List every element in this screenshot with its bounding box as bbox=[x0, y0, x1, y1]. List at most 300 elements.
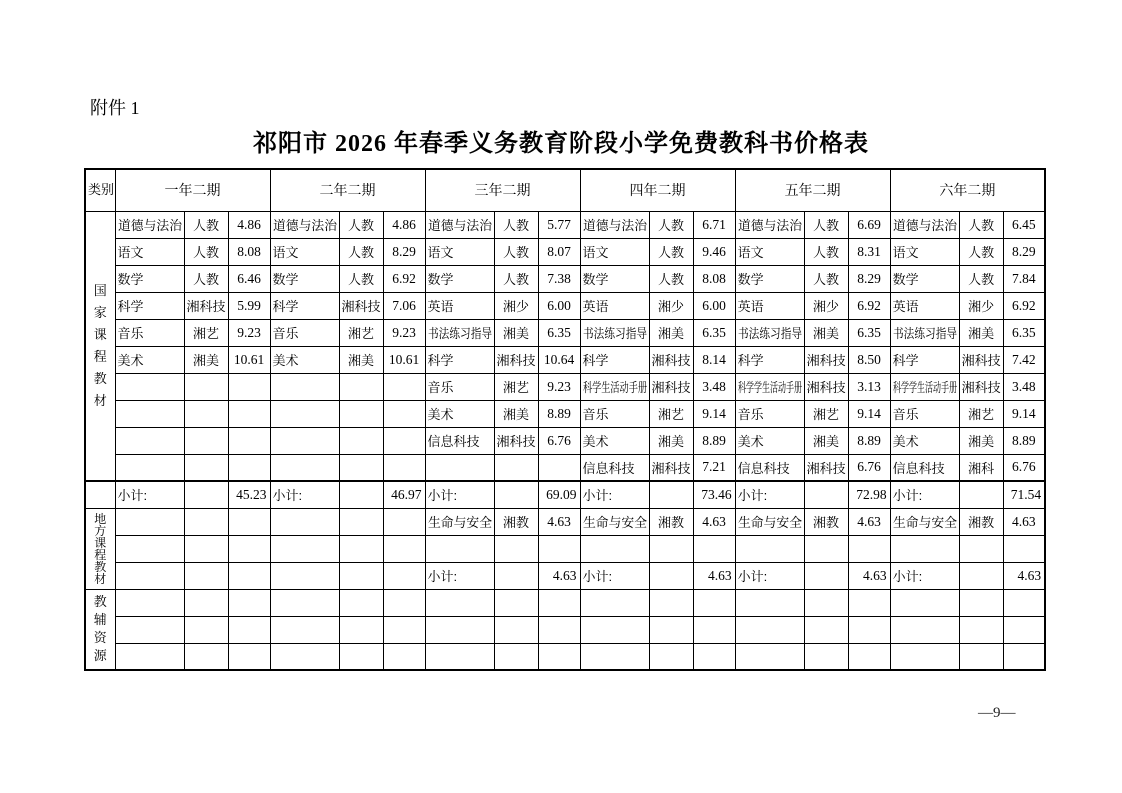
subject-cell-g4: 道德与法治 bbox=[580, 211, 649, 238]
category-label-aux: 教 辅 资 源 bbox=[85, 589, 115, 670]
subject-cell-g1 bbox=[115, 373, 184, 400]
publisher-cell-g5: 湘艺 bbox=[804, 400, 848, 427]
subject-cell-g5: 语文 bbox=[735, 238, 804, 265]
subject-cell-g6: 科学学生活动手册 bbox=[890, 373, 959, 400]
subject-cell-g1 bbox=[115, 616, 184, 643]
subject-cell-g6: 英语 bbox=[890, 292, 959, 319]
subject-cell-g1: 语文 bbox=[115, 238, 184, 265]
publisher-cell-g6: 湘教 bbox=[959, 508, 1003, 535]
publisher-cell-g1 bbox=[184, 427, 228, 454]
publisher-cell-g3: 湘美 bbox=[494, 319, 538, 346]
price-cell-g6 bbox=[1003, 643, 1045, 670]
publisher-cell-g2 bbox=[339, 643, 383, 670]
publisher-cell-g1 bbox=[184, 508, 228, 535]
price-cell-g3: 8.07 bbox=[538, 238, 580, 265]
price-cell-g3: 9.23 bbox=[538, 373, 580, 400]
subject-cell-g3: 音乐 bbox=[425, 373, 494, 400]
publisher-cell-g5: 人教 bbox=[804, 211, 848, 238]
subject-cell-g1 bbox=[115, 508, 184, 535]
price-cell-g4 bbox=[693, 535, 735, 562]
table-row-national-5 bbox=[85, 319, 1045, 346]
price-cell-g2 bbox=[383, 535, 425, 562]
price-cell-g4: 3.48 bbox=[693, 373, 735, 400]
publisher-cell-g6 bbox=[959, 562, 1003, 589]
publisher-cell-g4: 湘少 bbox=[649, 292, 693, 319]
subject-cell-g2: 美术 bbox=[270, 346, 339, 373]
publisher-cell-g1 bbox=[184, 373, 228, 400]
price-cell-g4: 9.14 bbox=[693, 400, 735, 427]
publisher-cell-g1 bbox=[184, 589, 228, 616]
price-cell-g4: 8.89 bbox=[693, 427, 735, 454]
subject-cell-g3: 数学 bbox=[425, 265, 494, 292]
price-cell-g4: 6.71 bbox=[693, 211, 735, 238]
subject-cell-g1: 道德与法治 bbox=[115, 211, 184, 238]
subject-cell-g3 bbox=[425, 589, 494, 616]
table-row-national-8 bbox=[85, 400, 1045, 427]
subject-cell-g3: 生命与安全 bbox=[425, 508, 494, 535]
publisher-cell-g1: 人教 bbox=[184, 238, 228, 265]
subject-cell-g2 bbox=[270, 562, 339, 589]
publisher-cell-g5: 人教 bbox=[804, 265, 848, 292]
table-row-national-3 bbox=[85, 265, 1045, 292]
table-row-national-10 bbox=[85, 454, 1045, 481]
price-cell-g1 bbox=[228, 535, 270, 562]
publisher-cell-g6 bbox=[959, 616, 1003, 643]
subject-cell-g3: 信息科技 bbox=[425, 427, 494, 454]
publisher-cell-g3 bbox=[494, 643, 538, 670]
price-cell-g3 bbox=[538, 643, 580, 670]
price-cell-g4 bbox=[693, 643, 735, 670]
grade-header-1: 一年二期 bbox=[115, 169, 270, 211]
price-cell-g3 bbox=[538, 616, 580, 643]
price-cell-g2 bbox=[383, 643, 425, 670]
publisher-cell-g3: 湘艺 bbox=[494, 373, 538, 400]
subject-cell-g3 bbox=[425, 643, 494, 670]
price-cell-g2: 4.86 bbox=[383, 211, 425, 238]
publisher-cell-g6: 湘艺 bbox=[959, 400, 1003, 427]
table-row-national-1 bbox=[85, 211, 1045, 238]
subject-cell-g1 bbox=[115, 427, 184, 454]
subject-cell-g4: 美术 bbox=[580, 427, 649, 454]
price-cell-g4 bbox=[693, 616, 735, 643]
subject-cell-g1: 数学 bbox=[115, 265, 184, 292]
publisher-cell-g6: 湘美 bbox=[959, 427, 1003, 454]
publisher-cell-g5: 湘美 bbox=[804, 319, 848, 346]
price-cell-g1 bbox=[228, 616, 270, 643]
table-row-national-9 bbox=[85, 427, 1045, 454]
subject-cell-g4: 小计: bbox=[580, 562, 649, 589]
publisher-cell-g3 bbox=[494, 589, 538, 616]
publisher-cell-g6 bbox=[959, 535, 1003, 562]
price-cell-g5: 8.29 bbox=[848, 265, 890, 292]
price-cell-g2: 6.92 bbox=[383, 265, 425, 292]
publisher-cell-g2 bbox=[339, 508, 383, 535]
subject-cell-g5: 生命与安全 bbox=[735, 508, 804, 535]
price-cell-g5: 6.76 bbox=[848, 454, 890, 481]
publisher-cell-g3 bbox=[494, 616, 538, 643]
publisher-cell-g4: 湘教 bbox=[649, 508, 693, 535]
publisher-cell-g3: 湘科技 bbox=[494, 427, 538, 454]
publisher-cell-g6 bbox=[959, 589, 1003, 616]
subject-cell-g4: 信息科技 bbox=[580, 454, 649, 481]
price-cell-g5: 4.63 bbox=[848, 508, 890, 535]
subject-cell-g6: 音乐 bbox=[890, 400, 959, 427]
category-column-header: 类别 bbox=[85, 169, 115, 211]
subject-cell-g2 bbox=[270, 454, 339, 481]
price-cell-g5: 6.69 bbox=[848, 211, 890, 238]
subject-cell-g4: 数学 bbox=[580, 265, 649, 292]
subject-cell-g5: 道德与法治 bbox=[735, 211, 804, 238]
subject-cell-g6: 信息科技 bbox=[890, 454, 959, 481]
price-cell-g5 bbox=[848, 616, 890, 643]
price-cell-g5: 8.89 bbox=[848, 427, 890, 454]
subject-cell-g4: 科学生活动手册 bbox=[580, 373, 649, 400]
publisher-cell-g1 bbox=[184, 535, 228, 562]
price-cell-g5 bbox=[848, 589, 890, 616]
price-cell-g1: 9.23 bbox=[228, 319, 270, 346]
price-cell-g6: 6.35 bbox=[1003, 319, 1045, 346]
publisher-cell-g3 bbox=[494, 481, 538, 508]
publisher-cell-g3: 湘少 bbox=[494, 292, 538, 319]
price-cell-g6: 6.92 bbox=[1003, 292, 1045, 319]
price-cell-g3: 7.38 bbox=[538, 265, 580, 292]
publisher-cell-g2: 湘美 bbox=[339, 346, 383, 373]
subject-cell-g4 bbox=[580, 535, 649, 562]
category-label-national: 国 家 课 程 教 材 bbox=[85, 211, 115, 481]
subject-cell-g6: 书法练习指导 bbox=[890, 319, 959, 346]
publisher-cell-g4: 人教 bbox=[649, 238, 693, 265]
price-cell-g6: 6.76 bbox=[1003, 454, 1045, 481]
price-cell-g4: 6.00 bbox=[693, 292, 735, 319]
subject-cell-g4: 书法练习指导 bbox=[580, 319, 649, 346]
category-label-national-subtotal bbox=[85, 481, 115, 508]
page-number: —9— bbox=[978, 705, 1016, 721]
subject-cell-g1 bbox=[115, 454, 184, 481]
subject-cell-g6 bbox=[890, 643, 959, 670]
subject-cell-g1: 小计: bbox=[115, 481, 184, 508]
grade-header-6: 六年二期 bbox=[890, 169, 1045, 211]
publisher-cell-g4: 湘美 bbox=[649, 427, 693, 454]
price-cell-g6: 7.42 bbox=[1003, 346, 1045, 373]
price-cell-g6: 9.14 bbox=[1003, 400, 1045, 427]
table-row-national-7 bbox=[85, 373, 1045, 400]
subject-cell-g5: 书法练习指导 bbox=[735, 319, 804, 346]
price-cell-g3: 6.35 bbox=[538, 319, 580, 346]
subject-cell-g4 bbox=[580, 643, 649, 670]
publisher-cell-g3: 湘教 bbox=[494, 508, 538, 535]
subject-cell-g6: 数学 bbox=[890, 265, 959, 292]
price-cell-g1 bbox=[228, 373, 270, 400]
price-cell-g5: 3.13 bbox=[848, 373, 890, 400]
price-cell-g1 bbox=[228, 454, 270, 481]
price-cell-g1 bbox=[228, 427, 270, 454]
subject-cell-g6: 小计: bbox=[890, 562, 959, 589]
subject-cell-g1 bbox=[115, 589, 184, 616]
table-header bbox=[85, 169, 1045, 211]
subject-cell-g6: 小计: bbox=[890, 481, 959, 508]
subject-cell-g5: 科学学生活动手册 bbox=[735, 373, 804, 400]
subject-cell-g2: 数学 bbox=[270, 265, 339, 292]
publisher-cell-g6: 人教 bbox=[959, 238, 1003, 265]
price-cell-g5: 8.50 bbox=[848, 346, 890, 373]
table-body bbox=[85, 211, 1045, 670]
subject-cell-g3: 科学 bbox=[425, 346, 494, 373]
publisher-cell-g6: 湘科 bbox=[959, 454, 1003, 481]
subject-cell-g1 bbox=[115, 400, 184, 427]
price-cell-g2 bbox=[383, 562, 425, 589]
publisher-cell-g5 bbox=[804, 643, 848, 670]
price-cell-g5: 72.98 bbox=[848, 481, 890, 508]
subject-cell-g3: 书法练习指导 bbox=[425, 319, 494, 346]
price-cell-g3: 6.00 bbox=[538, 292, 580, 319]
price-cell-g6: 4.63 bbox=[1003, 508, 1045, 535]
price-cell-g2: 9.23 bbox=[383, 319, 425, 346]
publisher-cell-g3 bbox=[494, 562, 538, 589]
page-title: 祁阳市 2026 年春季义务教育阶段小学免费教科书价格表 bbox=[253, 131, 869, 157]
subject-cell-g2 bbox=[270, 589, 339, 616]
publisher-cell-g2: 人教 bbox=[339, 238, 383, 265]
table-row-local-2 bbox=[85, 535, 1045, 562]
publisher-cell-g2 bbox=[339, 562, 383, 589]
price-cell-g1: 45.23 bbox=[228, 481, 270, 508]
table-row-aux-1 bbox=[85, 589, 1045, 616]
table-row-aux-3 bbox=[85, 643, 1045, 670]
publisher-cell-g4: 湘科技 bbox=[649, 454, 693, 481]
price-cell-g5 bbox=[848, 535, 890, 562]
subject-cell-g2 bbox=[270, 643, 339, 670]
subject-cell-g5: 小计: bbox=[735, 562, 804, 589]
price-cell-g6: 71.54 bbox=[1003, 481, 1045, 508]
subject-cell-g3: 英语 bbox=[425, 292, 494, 319]
publisher-cell-g5: 湘少 bbox=[804, 292, 848, 319]
publisher-cell-g4: 湘艺 bbox=[649, 400, 693, 427]
subject-cell-g6 bbox=[890, 616, 959, 643]
price-cell-g6: 8.29 bbox=[1003, 238, 1045, 265]
subject-cell-g6: 美术 bbox=[890, 427, 959, 454]
subject-cell-g2: 小计: bbox=[270, 481, 339, 508]
price-cell-g4: 7.21 bbox=[693, 454, 735, 481]
price-cell-g6: 7.84 bbox=[1003, 265, 1045, 292]
subject-cell-g4: 语文 bbox=[580, 238, 649, 265]
price-cell-g3 bbox=[538, 535, 580, 562]
publisher-cell-g3: 湘美 bbox=[494, 400, 538, 427]
subject-cell-g2 bbox=[270, 427, 339, 454]
publisher-cell-g3 bbox=[494, 454, 538, 481]
price-cell-g4 bbox=[693, 589, 735, 616]
publisher-cell-g1: 湘美 bbox=[184, 346, 228, 373]
publisher-cell-g4 bbox=[649, 535, 693, 562]
subject-cell-g2 bbox=[270, 616, 339, 643]
subject-cell-g6 bbox=[890, 535, 959, 562]
price-cell-g6 bbox=[1003, 535, 1045, 562]
header-row bbox=[85, 169, 1045, 211]
price-cell-g6: 6.45 bbox=[1003, 211, 1045, 238]
price-cell-g2 bbox=[383, 508, 425, 535]
price-cell-g2: 46.97 bbox=[383, 481, 425, 508]
price-cell-g1 bbox=[228, 562, 270, 589]
subject-cell-g2 bbox=[270, 400, 339, 427]
subject-cell-g2 bbox=[270, 535, 339, 562]
publisher-cell-g5 bbox=[804, 562, 848, 589]
publisher-cell-g4: 湘美 bbox=[649, 319, 693, 346]
publisher-cell-g2: 湘科技 bbox=[339, 292, 383, 319]
subject-cell-g4: 音乐 bbox=[580, 400, 649, 427]
price-cell-g3: 6.76 bbox=[538, 427, 580, 454]
publisher-cell-g4 bbox=[649, 562, 693, 589]
table-row-national-subtotal-1 bbox=[85, 481, 1045, 508]
grade-header-2: 二年二期 bbox=[270, 169, 425, 211]
price-cell-g2 bbox=[383, 427, 425, 454]
attachment-label: 附件 1 bbox=[90, 98, 140, 118]
publisher-cell-g2: 人教 bbox=[339, 265, 383, 292]
price-cell-g1 bbox=[228, 508, 270, 535]
subject-cell-g3 bbox=[425, 454, 494, 481]
category-label-local: 地 方 课 程 教 材 bbox=[85, 508, 115, 589]
publisher-cell-g1 bbox=[184, 562, 228, 589]
publisher-cell-g4 bbox=[649, 616, 693, 643]
publisher-cell-g5: 湘教 bbox=[804, 508, 848, 535]
price-cell-g2 bbox=[383, 454, 425, 481]
subject-cell-g5 bbox=[735, 643, 804, 670]
price-cell-g5 bbox=[848, 643, 890, 670]
price-cell-g2 bbox=[383, 373, 425, 400]
publisher-cell-g4: 人教 bbox=[649, 211, 693, 238]
price-cell-g2 bbox=[383, 616, 425, 643]
price-cell-g3: 69.09 bbox=[538, 481, 580, 508]
price-cell-g6: 8.89 bbox=[1003, 427, 1045, 454]
publisher-cell-g1 bbox=[184, 643, 228, 670]
publisher-cell-g3: 人教 bbox=[494, 211, 538, 238]
subject-cell-g1 bbox=[115, 535, 184, 562]
price-cell-g1: 8.08 bbox=[228, 238, 270, 265]
subject-cell-g3: 美术 bbox=[425, 400, 494, 427]
price-cell-g2: 8.29 bbox=[383, 238, 425, 265]
publisher-cell-g4: 人教 bbox=[649, 265, 693, 292]
price-cell-g4: 8.14 bbox=[693, 346, 735, 373]
price-cell-g4: 73.46 bbox=[693, 481, 735, 508]
price-cell-g1 bbox=[228, 643, 270, 670]
subject-cell-g6: 科学 bbox=[890, 346, 959, 373]
subject-cell-g1 bbox=[115, 643, 184, 670]
table-row-local-1 bbox=[85, 508, 1045, 535]
table-row-national-4 bbox=[85, 292, 1045, 319]
price-cell-g1: 5.99 bbox=[228, 292, 270, 319]
publisher-cell-g2 bbox=[339, 535, 383, 562]
price-cell-g4: 6.35 bbox=[693, 319, 735, 346]
price-cell-g3 bbox=[538, 589, 580, 616]
publisher-cell-g4 bbox=[649, 589, 693, 616]
publisher-cell-g4 bbox=[649, 643, 693, 670]
price-cell-g5: 6.35 bbox=[848, 319, 890, 346]
publisher-cell-g1 bbox=[184, 616, 228, 643]
subject-cell-g5: 美术 bbox=[735, 427, 804, 454]
publisher-cell-g5 bbox=[804, 589, 848, 616]
publisher-cell-g2 bbox=[339, 373, 383, 400]
publisher-cell-g2 bbox=[339, 454, 383, 481]
subject-cell-g5: 英语 bbox=[735, 292, 804, 319]
price-cell-g2 bbox=[383, 589, 425, 616]
publisher-cell-g2 bbox=[339, 400, 383, 427]
publisher-cell-g1 bbox=[184, 400, 228, 427]
subject-cell-g3: 道德与法治 bbox=[425, 211, 494, 238]
publisher-cell-g6: 人教 bbox=[959, 211, 1003, 238]
subject-cell-g5: 小计: bbox=[735, 481, 804, 508]
publisher-cell-g6: 湘科技 bbox=[959, 373, 1003, 400]
price-cell-g5: 9.14 bbox=[848, 400, 890, 427]
subject-cell-g5 bbox=[735, 589, 804, 616]
subject-cell-g6 bbox=[890, 589, 959, 616]
publisher-cell-g6: 人教 bbox=[959, 265, 1003, 292]
price-cell-g1: 4.86 bbox=[228, 211, 270, 238]
price-cell-g3: 8.89 bbox=[538, 400, 580, 427]
price-cell-g5: 6.92 bbox=[848, 292, 890, 319]
publisher-cell-g6: 湘科技 bbox=[959, 346, 1003, 373]
subject-cell-g2 bbox=[270, 508, 339, 535]
price-cell-g1 bbox=[228, 589, 270, 616]
subject-cell-g2: 音乐 bbox=[270, 319, 339, 346]
price-cell-g1: 10.61 bbox=[228, 346, 270, 373]
publisher-cell-g6 bbox=[959, 643, 1003, 670]
subject-cell-g4 bbox=[580, 616, 649, 643]
publisher-cell-g1: 湘科技 bbox=[184, 292, 228, 319]
publisher-cell-g3: 人教 bbox=[494, 238, 538, 265]
publisher-cell-g1: 人教 bbox=[184, 265, 228, 292]
table-row-national-2 bbox=[85, 238, 1045, 265]
price-cell-g6: 4.63 bbox=[1003, 562, 1045, 589]
price-cell-g6 bbox=[1003, 589, 1045, 616]
publisher-cell-g4: 湘科技 bbox=[649, 346, 693, 373]
price-cell-g5: 4.63 bbox=[848, 562, 890, 589]
publisher-cell-g1 bbox=[184, 454, 228, 481]
subject-cell-g4: 科学 bbox=[580, 346, 649, 373]
subject-cell-g6: 道德与法治 bbox=[890, 211, 959, 238]
publisher-cell-g1: 湘艺 bbox=[184, 319, 228, 346]
subject-cell-g4: 小计: bbox=[580, 481, 649, 508]
price-cell-g3: 4.63 bbox=[538, 562, 580, 589]
subject-cell-g2: 科学 bbox=[270, 292, 339, 319]
subject-cell-g6: 语文 bbox=[890, 238, 959, 265]
price-cell-g2: 7.06 bbox=[383, 292, 425, 319]
price-cell-g4: 8.08 bbox=[693, 265, 735, 292]
publisher-cell-g6: 湘少 bbox=[959, 292, 1003, 319]
publisher-cell-g5 bbox=[804, 535, 848, 562]
subject-cell-g5: 科学 bbox=[735, 346, 804, 373]
subject-cell-g4 bbox=[580, 589, 649, 616]
subject-cell-g1 bbox=[115, 562, 184, 589]
publisher-cell-g3: 人教 bbox=[494, 265, 538, 292]
subject-cell-g4: 生命与安全 bbox=[580, 508, 649, 535]
table-row-national-6 bbox=[85, 346, 1045, 373]
subject-cell-g3: 语文 bbox=[425, 238, 494, 265]
publisher-cell-g2: 人教 bbox=[339, 211, 383, 238]
price-cell-g5: 8.31 bbox=[848, 238, 890, 265]
table-row-local-3 bbox=[85, 562, 1045, 589]
price-cell-g2: 10.61 bbox=[383, 346, 425, 373]
subject-cell-g2: 道德与法治 bbox=[270, 211, 339, 238]
price-cell-g3: 4.63 bbox=[538, 508, 580, 535]
subject-cell-g5: 数学 bbox=[735, 265, 804, 292]
publisher-cell-g5 bbox=[804, 481, 848, 508]
subject-cell-g5 bbox=[735, 535, 804, 562]
publisher-cell-g4 bbox=[649, 481, 693, 508]
subject-cell-g5: 音乐 bbox=[735, 400, 804, 427]
table-row-aux-2 bbox=[85, 616, 1045, 643]
subject-cell-g5: 信息科技 bbox=[735, 454, 804, 481]
publisher-cell-g1 bbox=[184, 481, 228, 508]
price-cell-g4: 4.63 bbox=[693, 508, 735, 535]
grade-header-3: 三年二期 bbox=[425, 169, 580, 211]
grade-header-4: 四年二期 bbox=[580, 169, 735, 211]
